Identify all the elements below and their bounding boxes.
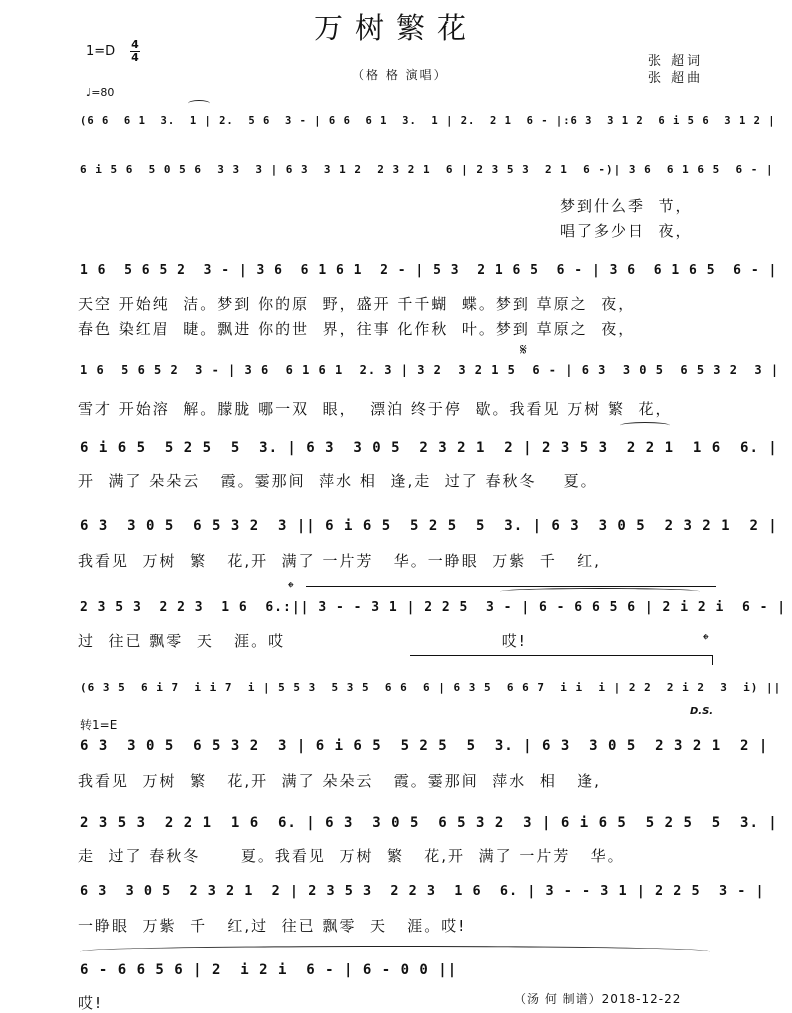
slur [500, 588, 700, 595]
staff-line-12: 6 - 6 6 5 6 | 2 i 2 i 6 - | 6 - 0 0 || [80, 962, 458, 978]
lyric-3: 天空 开始纯 洁。梦到 你的原 野，盛开 千千蝴 蝶。梦到 草原之 夜， [78, 295, 636, 313]
tempo-mark: ♩=80 [86, 86, 115, 99]
staff-line-8: (6 3 5 6 i 7 i i 7 i | 5 5 3 5 3 5 6 6 6 | 6 3 5 6 6 7 i i i | 2 2 2 i 2 3 i) || [80, 681, 782, 694]
coda-bracket [410, 655, 712, 656]
volta-bracket [306, 586, 716, 587]
staff-line-9: 6 3 3 0 5 6 5 3 2 3 | 6 i 6 5 5 2 5 5 3. | 6 3 3 0 5 2 3 2 1 2 | [80, 738, 769, 754]
lyric-10: 走 过了 春秋冬 夏。我看见 万树 繁 花,开 满了 一片芳 华。 [78, 847, 625, 865]
coda-mark-1: 𝄌 [288, 578, 294, 597]
lyric-8: 过 往已 飘零 天 涯。哎 哎! [78, 632, 527, 650]
lyric-12: 哎! [78, 994, 104, 1012]
staff-line-2: 6 i 5 6 5 0 5 6 3 3 3 | 6 3 3 1 2 2 3 2 1 6 | 2 3 5 3 2 1 6 -)| 3 6 6 1 6 5 6 - | [80, 163, 774, 176]
staff-line-6: 6 3 3 0 5 6 5 3 2 3 || 6 i 6 5 5 2 5 5 3. | 6 3 3 0 5 2 3 2 1 2 | [80, 518, 778, 534]
segno-mark: 𝄋 [520, 340, 527, 359]
staff-line-10: 2 3 5 3 2 2 1 1 6 6. | 6 3 3 0 5 6 5 3 2 3 | 6 i 6 5 5 2 5 5 3. | [80, 815, 778, 831]
lyric-7: 我看见 万树 繁 花,开 满了 一片芳 华。一睁眼 万紫 千 红, [78, 552, 601, 570]
staff-line-11: 6 3 3 0 5 2 3 2 1 2 | 2 3 5 3 2 2 3 1 6 6. | 3 - - 3 1 | 2 2 5 3 - | [80, 883, 765, 899]
staff-line-7: 2 3 5 3 2 2 3 1 6 6.:|| 3 - - 3 1 | 2 2 5 3 - | 6 - 6 6 5 6 | 2 i 2 i 6 - | [80, 600, 787, 615]
lyric-2: 唱了多少日 夜， [560, 222, 693, 240]
composer: 张 超曲 [648, 71, 704, 86]
slur [620, 422, 670, 429]
lyric-4: 春色 染红眉 睫。飘进 你的世 界，往事 化作秋 叶。梦到 草原之 夜， [78, 320, 636, 338]
staff-line-3: 1 6 5 6 5 2 3 - | 3 6 6 1 6 1 2 - | 5 3 2 1 6 5 6 - | 3 6 6 1 6 5 6 - | [80, 263, 778, 278]
lyricist: 张 超词 [648, 54, 704, 69]
footer-credit: （汤 何 制谱）2018-12-22 [514, 992, 682, 1006]
song-title: 万树繁花 [313, 11, 478, 45]
lyric-9: 我看见 万树 繁 花,开 满了 朵朵云 霞。霎那间 萍水 相 逢, [78, 772, 601, 790]
slur [80, 946, 710, 957]
time-top: 4 [131, 38, 139, 51]
lyric-11: 一睁眼 万紫 千 红,过 往已 飘零 天 涯。哎! [78, 917, 467, 935]
staff-line-5: 6 i 6 5 5 2 5 5 3. | 6 3 3 0 5 2 3 2 1 2 | 2 3 5 3 2 2 1 1 6 6. | [80, 440, 778, 456]
time-signature [130, 40, 140, 63]
time-bottom: 4 [131, 51, 139, 64]
singer: （格 格 演唱） [352, 68, 448, 82]
coda-bracket-end [712, 655, 713, 665]
ds-mark: D.S. [690, 706, 714, 717]
lyric-5: 雪才 开始溶 解。朦胧 哪一双 眼， 漂泊 终于停 歇。我看见 万树 繁 花， [78, 400, 673, 418]
key-signature: 1=D [86, 44, 116, 59]
coda-mark-2: 𝄌 [703, 630, 709, 649]
lyric-6: 开 满了 朵朵云 霞。霎那间 萍水 相 逢,走 过了 春秋冬 夏。 [78, 472, 598, 490]
modulation-mark: 转1=E [80, 718, 118, 732]
lyric-1: 梦到什么季 节， [560, 197, 693, 215]
staff-line-4: 1 6 5 6 5 2 3 - | 3 6 6 1 6 1 2. 3 | 3 2 3 2 1 5 6 - | 6 3 3 0 5 6 5 3 2 3 | [80, 363, 780, 377]
slur [188, 100, 210, 107]
staff-line-1: (6 6 6 1 3. 1 | 2. 5 6 3 - | 6 6 6 1 3. 1 | 2. 2 1 6 - |:6 3 3 1 2 6 i 5 6 3 1 2 | [80, 115, 776, 127]
